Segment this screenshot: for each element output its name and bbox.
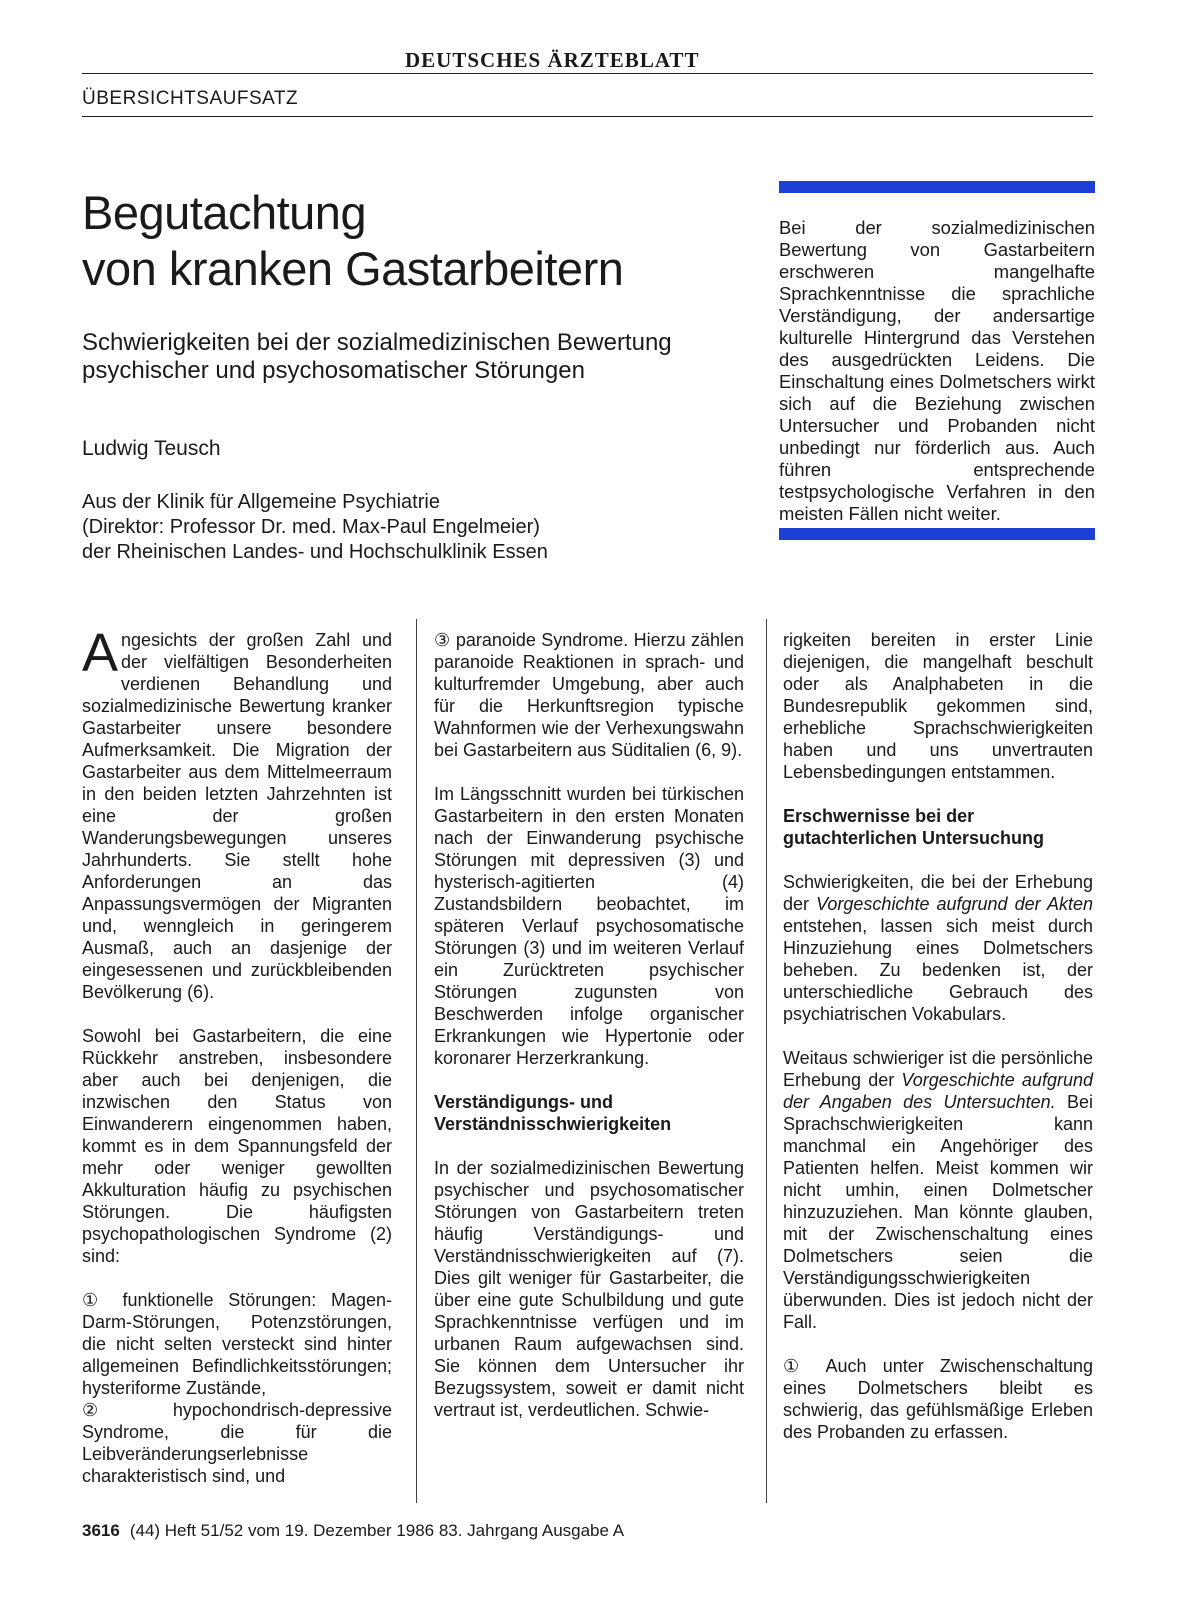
affiliation-line-3: der Rheinischen Landes- und Hochschulklinik Essen [82, 541, 548, 563]
paragraph-interview-text-a: Weitaus schwieriger ist die persönliche Erhebung der [783, 1048, 1093, 1090]
title-line-1: Begutachtung [82, 186, 367, 239]
list-item-2: ② hypochondrisch-depressive Syndrome, die für die Leibveränderungserlebnisse charakteristisch sind, und [82, 1400, 392, 1486]
column-divider-2 [766, 619, 767, 1503]
body-column-1 [82, 623, 392, 1487]
drop-cap: A [82, 623, 119, 683]
paragraph-interview [783, 1047, 1093, 1333]
paragraph-records-emphasis: Vorgeschichte aufgrund der Akten [816, 894, 1093, 914]
paragraph-longitudinal: Im Längsschnitt wurden bei türkischen Gastarbeitern in den ersten Monaten nach der Einwanderung psychische Störungen mit depressiven (3) und hysterisch-agitierten (4) Zustandsbildern beobachtet, im späteren Verlauf psychosomatische Störungen (3) und im weiteren Verlauf ein Zurücktreten psychischer Störungen zugunsten von Beschwerden infolge organischer Erkrankungen wie Hypertonie oder koronarer Herzerkrankung. [434, 784, 744, 1068]
body-column-3 [783, 629, 1093, 1443]
paragraph-interview-text-b: Bei Sprachschwierigkeiten kann manchmal ein Angehöriger des Patienten helfen. Meist kommen wir nicht umhin, einen Dolmetscher hinzuzuziehen. Man könnte glauben, mit der Zwischenschaltung eines Dolmetschers seien die Verständigungsschwierigkeiten überwunden. Dies ist jedoch nicht der Fall. [783, 1092, 1093, 1332]
paragraph-interview-emphasis: Vorgeschichte aufgrund der Angaben des Untersuchten. [783, 1070, 1093, 1112]
column-divider-1 [416, 619, 417, 1503]
list-item-1: ① funktionelle Störungen: Magen-Darm-Störungen, Potenzstörungen, die nicht selten versteckt sind hinter allgemeinen Befindlichkeitsstörungen; hysteriforme Zustände, [82, 1290, 392, 1398]
issue-info: (44) Heft 51/52 vom 19. Dezember 1986 83. Jahrgang Ausgabe A [129, 1521, 625, 1540]
page-number: 3616 [82, 1521, 120, 1540]
paragraph-records [783, 871, 1093, 1025]
paragraph-syndromes: Sowohl bei Gastarbeitern, die eine Rückkehr anstreben, insbesondere aber auch bei denjenigen, die inzwischen den Status von Einwanderern eingenommen haben, kommt es in dem Spannungsfeld der mehr oder weniger gewollten Akkulturation häufig zu psychischen Störungen. Die häufigsten psychopathologischen Syndrome (2) sind: [82, 1026, 392, 1266]
affiliation-line-2: (Direktor: Professor Dr. med. Max-Paul Engelmeier) [82, 516, 540, 538]
body-column-2 [434, 629, 744, 1421]
header-rule-bottom [82, 116, 1093, 117]
page-footer [82, 1521, 624, 1541]
paragraph-communication: In der sozialmedizinischen Bewertung psychischer und psychosomatischer Störungen von Gastarbeitern treten häufig Verständigungs- und Verständnisschwierigkeiten auf (7). Dies gilt weniger für Gastarbeiter, die über eine gute Schulbildung und gute Sprachkenntnisse verfügen und im urbanen Raum aufgewachsen sind. Sie können dem Untersucher ihr Bezugssystem, soweit er damit nicht vertraut ist, verdeutlichen. Schwie- [434, 1158, 744, 1420]
title-line-2: von kranken Gastarbeitern [82, 242, 624, 295]
heading-communication: Verständigungs- und Verständnisschwierigkeiten [434, 1092, 672, 1134]
article-subtitle: Schwierigkeiten bei der sozialmedizinischen Bewertung psychischer und psychosomatischer Störungen [82, 329, 672, 384]
header-rule-top [82, 73, 1093, 74]
paragraph-intro-text: ngesichts der großen Zahl und der vielfältigen Besonderheiten verdienen Behandlung und sozialmedizinische Bewertung kranker Gastarbeiter unsere besondere Aufmerksamkeit. Die Migration der Gastarbeiter aus dem Mittelmeerraum in den beiden letzten Jahrzehnten ist eine der großen Wanderungsbewegungen unseres Jahrhunderts. Sie stellt hohe Anforderungen an das Anpassungsvermögen der Migranten und, wenngleich in geringerem Ausmaß, auch an dasjenige der eingesessenen und zurückbleibenden Bevölkerung (6). [82, 630, 392, 1002]
journal-name: DEUTSCHES ÄRZTEBLATT [405, 48, 700, 72]
affiliation-line-1: Aus der Klinik für Allgemeine Psychiatrie [82, 491, 440, 513]
section-label: ÜBERSICHTSAUFSATZ [82, 88, 299, 109]
abstract-text: Bei der sozialmedizinischen Bewertung von Gastarbeitern erschweren mangelhafte Sprachkenntnisse die sprachliche Verständigung, der andersartige kulturelle Hintergrund das Verstehen des ausgedrückten Leidens. Die Einschaltung eines Dolmetschers wirkt sich auf die Beziehung zwischen Untersucher und Probanden nicht unbedingt nur förderlich aus. Auch führen entsprechende testpsychologische Verfahren in den meisten Fällen nicht weiter. [779, 217, 1095, 524]
list-item-3: ③ paranoide Syndrome. Hierzu zählen paranoide Reaktionen in sprach- und kulturfremder Umgebung, aber auch für die Herkunftsregion typische Wahnformen wie der Verhexungswahn bei Gastarbeitern aus Süditalien (6, 9). [434, 630, 744, 760]
paragraph-difficulties: rigkeiten bereiten in erster Linie diejenigen, die mangelhaft beschult oder als Analphabeten in die Bundesrepublik gekommen sind, erhebliche Sprachschwierigkeiten haben und uns unvertrauten Lebensbedingungen entstammen. [783, 630, 1093, 782]
paragraph-interpreter: ① Auch unter Zwischenschaltung eines Dolmetschers bleibt es schwierig, das gefühlsmäßige Erleben des Probanden zu erfassen. [783, 1356, 1093, 1442]
abstract-bar-top [779, 181, 1095, 193]
article-title [82, 185, 623, 297]
abstract-bar-bottom [779, 528, 1095, 540]
paragraph-records-text-b: entstehen, lassen sich meist durch Hinzuziehung eines Dolmetschers beheben. Zu bedenken ist, der unterschiedliche Gebrauch des psychiatrischen Vokabulars. [783, 916, 1093, 1024]
paragraph-records-text-a: Schwierigkeiten, die bei der Erhebung der [783, 872, 1093, 914]
affiliation [82, 490, 548, 565]
heading-examination: Erschwernisse bei der gutachterlichen Untersuchung [783, 806, 1045, 848]
author-name: Ludwig Teusch [82, 437, 221, 460]
paragraph-intro [82, 623, 392, 1003]
